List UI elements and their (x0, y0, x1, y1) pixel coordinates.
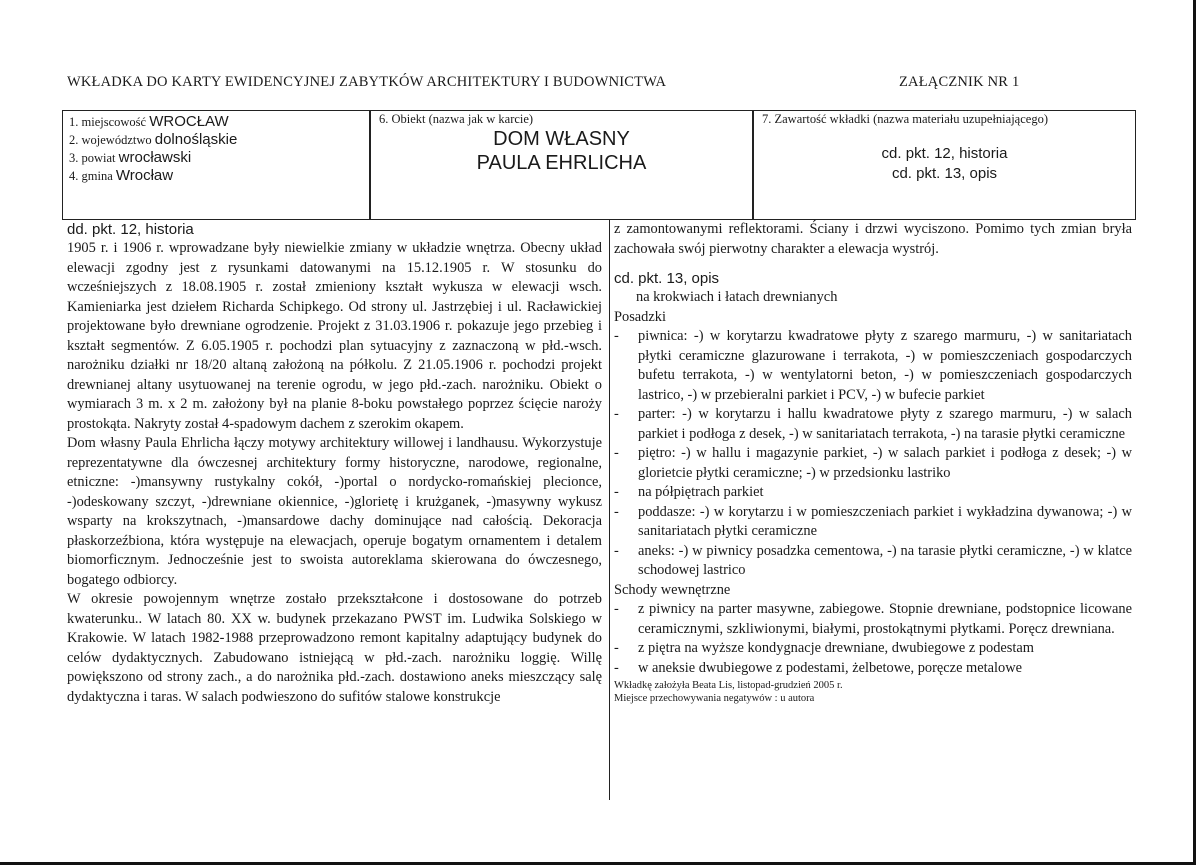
commune-label: 4. gmina (69, 169, 113, 183)
stairs-item (614, 639, 1132, 659)
description-heading: cd. pkt. 13, opis (614, 270, 720, 287)
floor-item-landings (614, 483, 1132, 503)
history-heading: dd. pkt. 12, historia (67, 221, 194, 238)
town-label: 1. miejscowość (69, 115, 147, 129)
list-dash: - (614, 542, 619, 559)
list-dash: - (614, 484, 619, 500)
author-note: Wkładkę założyła Beata Lis, listopad-grudzień 2005 r. (614, 680, 843, 691)
contents-heading: 7. Zawartość wkładki (nazwa materiału uzupełniającego) (762, 112, 1048, 126)
history-column (67, 220, 602, 707)
object-name-line2: PAULA EHRLICHA (476, 152, 647, 174)
contents-item: cd. pkt. 13, opis (891, 165, 998, 182)
list-dash: - (614, 659, 619, 676)
column-divider (609, 220, 610, 800)
contents-list (754, 144, 1135, 184)
stairs-item (614, 659, 1132, 679)
town-value: WROCŁAW (149, 113, 229, 130)
history-paragraph: Dom własny Paula Ehrlicha łączy motywy architektury willowej i landhausu. Wykorzystuje reprezentatywne dla ówczesnej architektury formy historyczne, narodowe, regionalne, etniczne: -)mansywny rustykalny cokół, -)portal o nordycko-romańskiej plecionce, -)odeskowany szczyt, -)drewniane okiennice, -)glorietę i krużganek, -)masywny wykusz wsparty na krokszytnach, -)mansardowe dachy dominujące nad całością. Dekoracja płaskorzeźbiona, która występuje na elewacjach, operuje bogatym ornamentem i detalem biomorficznym. Jednocześnie jest to swoista autoreklama skierowana do ówczesnego, bogatego odbiorcy. (67, 435, 602, 588)
list-dash: - (614, 503, 619, 520)
stairs-text: z piętra na wyższe kondygnacje drewniane, dwubiegowe z podestam (638, 640, 1034, 656)
contents-box (753, 110, 1136, 220)
object-box (370, 110, 753, 220)
floor-text: parter: -) w korytarzu i hallu kwadratowe płyty z szarego marmuru, -) w salach parkiet i podłoga z desek, -) w sanitariatach terrakota, -) na tarasie płytki ceramiczne (638, 406, 1132, 442)
floor-item-ground (614, 405, 1132, 444)
object-heading: 6. Obiekt (nazwa jak w karcie) (379, 112, 534, 126)
floor-item-attic (614, 503, 1132, 542)
location-row-town (63, 113, 369, 131)
location-row-commune (63, 167, 369, 185)
list-dash: - (614, 640, 619, 656)
county-label: 3. powiat (69, 151, 116, 165)
history-paragraph: W okresie powojennym wnętrze zostało przekształcone i dostosowane do potrzeb kwaterunku.. W latach 80. XX w. budynek przekazano PWST im. Ludwika Solskiego w Krakowie. W latach 1982-1988 przeprowadzono remont kapitalny adaptujący budynek do celów dydaktycznych. Zabudowano istniejącą w płd.-zach. narożniku loggię. Willę powiększono od strony zach., a do narożnika płd.-zach. dostawiono aneks mieszczący salę dydaktyczna i taras. W salach podwieszono do sufitów stalowe konstrukcje (67, 591, 602, 705)
voivodeship-value: dolnośląskie (154, 131, 238, 148)
floor-text: poddasze: -) w korytarzu i w pomieszczeniach parkiet i wykładzina dywanowa; -) w sanitariatach płytki ceramiczne (638, 503, 1132, 539)
location-row-voivodeship (63, 131, 369, 149)
floor-item-annex (614, 542, 1132, 581)
object-name-line1: DOM WŁASNY (493, 128, 630, 150)
description-intro: na krokwiach i łatach drewnianych (636, 289, 838, 305)
stairs-heading: Schody wewnętrzne (614, 581, 731, 598)
floor-item-basement (614, 327, 1132, 405)
commune-value: Wrocław (115, 167, 174, 184)
description-column (614, 220, 1132, 705)
list-dash: - (614, 406, 619, 422)
floor-text: aneks: -) w piwnicy posadzka cementowa, -) na tarasie płytki ceramiczne, -) w klatce schodowej lastrico (638, 542, 1132, 578)
footer-note (614, 679, 1132, 705)
floors-heading: Posadzki (614, 308, 666, 325)
location-box (62, 110, 370, 220)
floor-item-first (614, 444, 1132, 483)
contents-item: cd. pkt. 12, historia (881, 145, 1008, 162)
floor-text: piwnica: -) w korytarzu kwadratowe płyty z szarego marmuru, -) w sanitariatach płytki ceramiczne glazurowane i terrakota, -) w pomieszczeniach gospodarczych bufetu terrakota, -) w wentylatorni beton, -) w pomieszczeniach gospodarczych lastrico, -) w przebieralni parkiet i PCV, -) w bufecie parkiet (638, 328, 1132, 403)
stairs-text: z piwnicy na parter masywne, zabiegowe. Stopnie drewniane, podstopnice licowane ceramicznymi, szkliwionymi, białymi, prostokątnymi płytkami. Poręcz drewniana. (638, 601, 1132, 637)
location-row-county (63, 149, 369, 167)
stairs-item (614, 600, 1132, 639)
floor-text: piętro: -) w hallu i magazynie parkiet, -) w salach parkiet i podłoga z desek; -) w glorietcie płytki ceramiczne; -) w przedsionku lastriko (638, 445, 1132, 481)
list-dash: - (614, 328, 619, 344)
page-title: WKŁADKA DO KARTY EWIDENCYJNEJ ZABYTKÓW ARCHITEKTURY I BUDOWNICTWA (67, 74, 667, 90)
list-dash: - (614, 445, 619, 461)
storage-note: Miejsce przechowywania negatywów : u autora (614, 693, 815, 704)
list-dash: - (614, 601, 619, 617)
history-paragraph: 1905 r. i 1906 r. wprowadzane były niewielkie zmiany w układzie wnętrza. Obecny układ elewacji zgodny jest z rysunkami datowanymi na 15.12.1905 r. W stosunku do wcześniejszych z 18.08.1905 r. został zmieniony kształt wykusza w elewacji wsch. Kamieniarka jest dziełem Richarda Schipkego. Od strony ul. Jastrzębiej i ul. Racławickiej projektowane było drewniane ogrodzenie. Projekt z 31.03.1906 r. pokazuje jego przebieg i kształt segmentów. Z 6.05.1905 r. pochodzi plan sytuacyjny z zaznaczoną w płd.-wsch. narożniku działki nr 18/20 altaną założoną na półkolu. Z 21.05.1906 r. pochodzi projekt drewnianej altany usytuowanej na terenie ogrodu, w jego płd.-zach. narożniku. Obiekt o wymiarach 3 m. x 2 m. założony był na planie 8-boku powstałego poprzez ścięcie naroży prostokąta. Nakryty został 4-spadowym dachem z szerokim okapem. (67, 240, 602, 432)
attachment-number: ZAŁĄCZNIK NR 1 (899, 74, 1020, 90)
floor-text: na półpiętrach parkiet (638, 484, 764, 500)
stairs-text: w aneksie dwubiegowe z podestami, żelbetowe, poręcze metalowe (638, 659, 1022, 676)
voivodeship-label: 2. województwo (69, 133, 152, 147)
history-continuation: z zamontowanymi reflektorami. Ściany i drzwi wyciszono. Pomimo tych zmian bryła zachowała swój pierwotny charakter a elewacja wystrój. (614, 221, 1132, 257)
county-value: wrocławski (118, 149, 192, 166)
